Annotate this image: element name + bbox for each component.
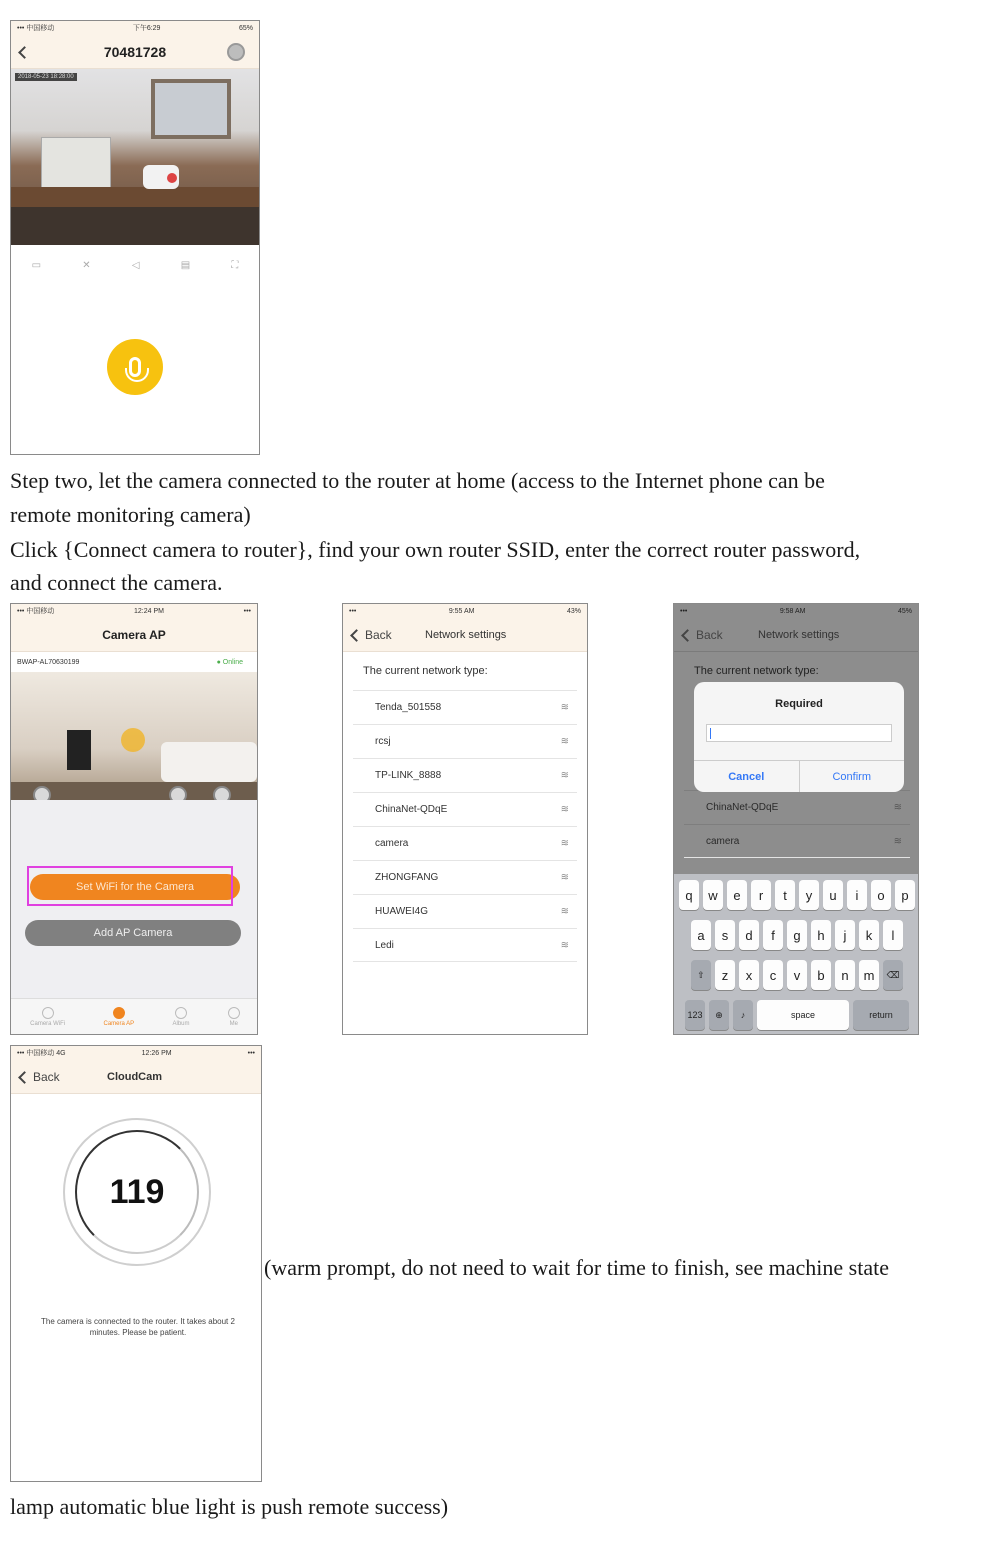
chevron-left-icon: [18, 1071, 31, 1084]
album-icon: [175, 1007, 187, 1019]
connecting-message: The camera is connected to the router. It takes about 2 minutes. Please be patient.: [41, 1317, 235, 1337]
key-t[interactable]: t: [775, 880, 795, 910]
chevron-left-icon: [18, 46, 31, 59]
camera-ap-screenshot: [10, 603, 258, 1035]
preview-control-right[interactable]: [213, 786, 231, 800]
back-label: Back: [33, 1070, 60, 1084]
chevron-left-icon: [681, 629, 694, 642]
tab-label: Camera WiFi: [30, 1020, 66, 1027]
tab-bar: [11, 998, 258, 1034]
key-a[interactable]: a: [691, 920, 711, 950]
mute-icon[interactable]: ✕: [82, 259, 91, 271]
video-floor-shape: [11, 207, 259, 245]
wifi-icon: ≋: [560, 906, 569, 917]
nav-bar: [11, 618, 257, 652]
video-toolbar: [11, 245, 259, 285]
instruction-line-1: Step two, let the camera connected to the router at home (access to the Internet phone can be: [10, 468, 825, 493]
settings-icon[interactable]: [227, 43, 245, 61]
back-button[interactable]: [349, 618, 392, 652]
camera-video-feed[interactable]: [11, 69, 259, 245]
dialog-buttons: [694, 760, 904, 792]
network-ssid: HUAWEI4G: [375, 906, 428, 917]
key-b[interactable]: b: [811, 960, 831, 990]
key-w[interactable]: w: [703, 880, 723, 910]
network-ssid: Ledi: [375, 939, 394, 951]
tab-camera-ap[interactable]: [103, 1007, 134, 1027]
network-item[interactable]: [353, 690, 577, 724]
status-time: 12:24 PM: [133, 607, 164, 615]
network-ssid: Tenda_501558: [375, 702, 442, 713]
status-bar: [674, 604, 918, 618]
key-n[interactable]: n: [835, 960, 855, 990]
network-ssid: camera: [706, 835, 740, 847]
network-ssid: rcsj: [375, 736, 391, 747]
status-time: 12:26 PM: [141, 1049, 172, 1057]
back-button[interactable]: [17, 1060, 60, 1094]
highlight-box: [27, 866, 233, 906]
password-dialog-screenshot: [673, 603, 919, 1035]
numbers-key[interactable]: 123: [685, 1000, 705, 1030]
shift-icon[interactable]: ⇧: [691, 960, 711, 990]
battery-text: 45%: [897, 607, 912, 615]
back-label: Back: [365, 628, 392, 642]
carrier-text: ••• 中国移动 4G: [17, 1050, 66, 1057]
tab-label: Album: [172, 1020, 190, 1027]
preview-control-left[interactable]: [33, 786, 51, 800]
user-icon: [228, 1007, 240, 1019]
keyboard-row-4: [676, 1000, 918, 1030]
nav-bar: [674, 618, 918, 652]
cancel-button[interactable]: Cancel: [694, 761, 800, 792]
microphone-icon[interactable]: ♪: [733, 1000, 753, 1030]
chevron-left-icon: [350, 629, 363, 642]
status-bar: [11, 1046, 261, 1060]
tab-me[interactable]: [228, 1007, 240, 1027]
instruction-line-4: and connect the camera.: [10, 570, 223, 595]
status-time: 9:58 AM: [779, 607, 806, 615]
network-item[interactable]: [684, 824, 910, 858]
set-wifi-button[interactable]: Set WiFi for the Camera: [30, 874, 240, 900]
carrier-text: •••: [680, 607, 688, 615]
key-x[interactable]: x: [739, 960, 759, 990]
status-time: 下午6:29: [132, 25, 161, 32]
password-input[interactable]: [706, 724, 892, 742]
status-bar: [343, 604, 587, 618]
status-bar: [11, 21, 259, 35]
page-title: Camera AP: [102, 627, 166, 642]
network-ssid: ChinaNet-QDqE: [706, 802, 779, 813]
page-title: 70481728: [103, 43, 167, 60]
key-k[interactable]: k: [859, 920, 879, 950]
key-d[interactable]: d: [739, 920, 759, 950]
battery-text: 65%: [238, 24, 253, 32]
carrier-text: •••: [349, 607, 357, 615]
key-v[interactable]: v: [787, 960, 807, 990]
key-u[interactable]: u: [823, 880, 843, 910]
keyboard-row-3: [676, 960, 918, 990]
video-desk-shape: [11, 187, 259, 207]
camera-ssid: BWAP-AL70630199: [17, 658, 80, 666]
camera-ssid-row: [11, 652, 257, 672]
network-type-header: The current network type:: [363, 665, 488, 677]
nav-bar: [11, 1060, 261, 1094]
add-ap-camera-button[interactable]: Add AP Camera: [25, 920, 241, 946]
password-dialog: [694, 682, 904, 792]
wifi-icon: ≋: [560, 872, 569, 883]
key-e[interactable]: e: [727, 880, 747, 910]
preview-sofa-shape: [161, 742, 257, 782]
page-title: CloudCam: [107, 1070, 162, 1083]
network-item[interactable]: [353, 894, 577, 928]
tab-album[interactable]: [172, 1007, 189, 1027]
wifi-icon: ≋: [893, 835, 902, 847]
status-bar: [11, 604, 257, 618]
key-s[interactable]: s: [715, 920, 735, 950]
lamp-note-text: lamp automatic blue light is push remote success): [10, 1494, 449, 1519]
network-item[interactable]: [353, 928, 577, 962]
network-item[interactable]: [353, 792, 577, 826]
wifi-icon: ≋: [893, 802, 902, 813]
battery-text: •••: [243, 607, 251, 615]
tab-label: Camera AP: [103, 1020, 135, 1027]
live-view-screenshot: [10, 20, 260, 455]
page-title: Network settings: [425, 628, 507, 641]
space-key[interactable]: space: [757, 1000, 849, 1030]
key-h[interactable]: h: [811, 920, 831, 950]
nav-bar: [11, 35, 259, 69]
video-window-shape: [151, 79, 231, 139]
video-red-object: [167, 173, 177, 183]
network-ssid: TP-LINK_8888: [375, 770, 442, 781]
wifi-camera-icon: [42, 1007, 54, 1019]
back-button[interactable]: [17, 35, 33, 69]
battery-text: •••: [247, 1049, 255, 1057]
video-timestamp: 2018-05-23 18:28:00: [15, 73, 77, 81]
key-l[interactable]: l: [883, 920, 903, 950]
camera-preview[interactable]: [11, 672, 257, 800]
online-status: ● Online: [216, 658, 243, 666]
delete-icon[interactable]: ⌫: [883, 960, 903, 990]
quality-icon[interactable]: ▤: [180, 259, 191, 271]
back-button[interactable]: [680, 618, 723, 652]
keyboard-row-1: [676, 880, 918, 910]
key-p[interactable]: p: [895, 880, 915, 910]
network-list: [343, 690, 587, 962]
video-printer-shape: [41, 137, 111, 189]
tab-label: Me: [229, 1020, 238, 1027]
keyboard: [674, 874, 919, 1035]
talk-button[interactable]: [107, 339, 163, 395]
carrier-text: ••• 中国移动: [17, 25, 55, 32]
network-item[interactable]: [684, 790, 910, 824]
wifi-icon: ≋: [560, 804, 569, 815]
wifi-icon: ≋: [560, 939, 569, 951]
confirm-button[interactable]: Confirm: [832, 770, 871, 783]
network-item[interactable]: [353, 724, 577, 758]
microphone-icon: [129, 357, 141, 377]
camera-icon: [113, 1007, 125, 1019]
status-time: 9:55 AM: [448, 607, 475, 615]
network-settings-screenshot: [342, 603, 588, 1035]
key-z[interactable]: z: [715, 960, 735, 990]
page-title: Network settings: [758, 628, 840, 641]
record-icon[interactable]: ▭: [31, 259, 42, 271]
key-q[interactable]: q: [679, 880, 699, 910]
back-label: Back: [696, 628, 723, 642]
network-item[interactable]: [353, 826, 577, 860]
tab-camera-wifi[interactable]: [30, 1007, 65, 1027]
key-j[interactable]: j: [835, 920, 855, 950]
instruction-line-2: remote monitoring camera): [10, 502, 251, 527]
key-m[interactable]: m: [859, 960, 879, 990]
preview-tv-shape: [67, 730, 91, 770]
speaker-icon[interactable]: ◁: [131, 259, 140, 271]
key-c[interactable]: c: [763, 960, 783, 990]
network-ssid: camera: [375, 838, 409, 849]
network-ssid: ZHONGFANG: [375, 872, 439, 883]
battery-text: 43%: [566, 607, 581, 615]
fullscreen-icon[interactable]: ⛶: [231, 259, 239, 271]
network-type-header: The current network type:: [694, 665, 819, 677]
countdown-value: 119: [109, 1172, 165, 1211]
network-list: [674, 790, 919, 858]
carrier-text: ••• 中国移动: [17, 608, 55, 615]
warm-prompt-text: (warm prompt, do not need to wait for time to finish, see machine state: [264, 1255, 890, 1280]
key-f[interactable]: f: [763, 920, 783, 950]
cloudcam-screenshot: [10, 1045, 262, 1482]
key-r[interactable]: r: [751, 880, 771, 910]
nav-bar: [343, 618, 587, 652]
network-item[interactable]: [353, 860, 577, 894]
preview-control-middle[interactable]: [169, 786, 187, 800]
network-item[interactable]: [353, 758, 577, 792]
instruction-line-3: Click {Connect camera to router}, find your own router SSID, enter the correct router password,: [10, 537, 861, 562]
key-g[interactable]: g: [787, 920, 807, 950]
play-icon[interactable]: [121, 728, 145, 752]
globe-icon[interactable]: ⊕: [709, 1000, 729, 1030]
online-label: Online: [222, 658, 243, 666]
wifi-icon: ≋: [560, 770, 569, 781]
key-y[interactable]: y: [799, 880, 819, 910]
key-o[interactable]: o: [871, 880, 891, 910]
return-key[interactable]: return: [853, 1000, 909, 1030]
key-i[interactable]: i: [847, 880, 867, 910]
network-ssid: ChinaNet-QDqE: [375, 804, 448, 815]
keyboard-row-2: [676, 920, 918, 950]
wifi-icon: ≋: [560, 838, 569, 849]
wifi-icon: ≋: [560, 736, 569, 747]
dialog-title: Required: [775, 698, 823, 710]
wifi-icon: ≋: [560, 702, 569, 713]
